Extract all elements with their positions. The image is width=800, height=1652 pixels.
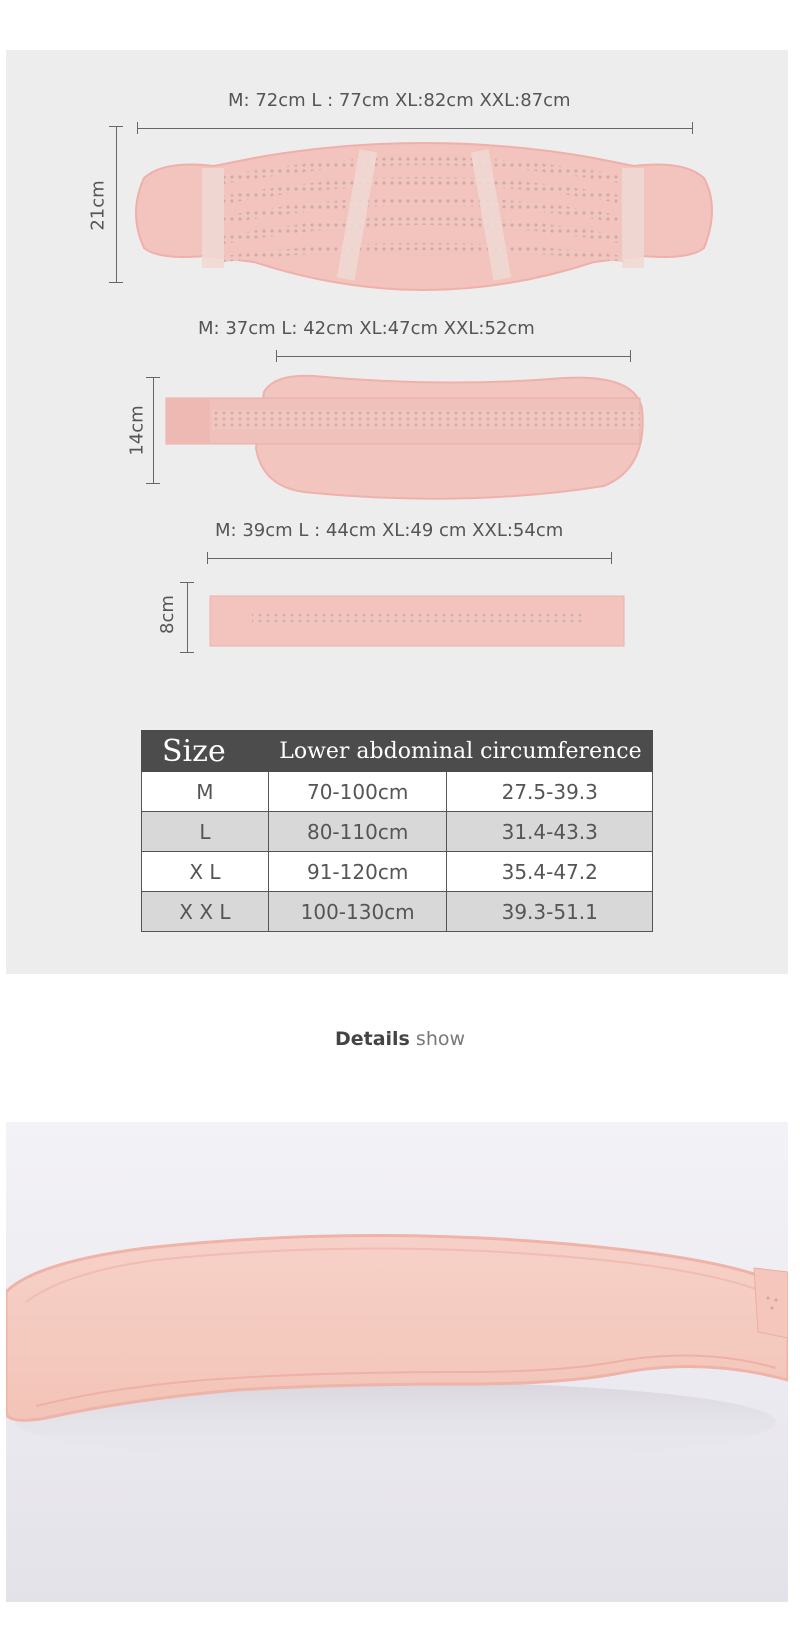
belt1-height-label: 21cm — [87, 180, 109, 231]
belt1-width-line — [137, 128, 692, 129]
belt1-width-tick-right — [692, 122, 693, 134]
belt3-width-tick-right — [611, 552, 612, 564]
cm-cell: 91-120cm — [268, 852, 447, 892]
belt2-width-tick-left — [276, 350, 277, 362]
table-row — [142, 772, 653, 812]
table-row — [142, 852, 653, 892]
belt3-width-label: M: 39cm L : 44cm XL:49 cm XXL:54cm — [215, 520, 564, 541]
belt1-height-line — [116, 126, 117, 282]
size-cell: X X L — [142, 892, 269, 932]
inch-cell: 31.4-43.3 — [447, 812, 653, 852]
belt2-width-label: M: 37cm L: 42cm XL:47cm XXL:52cm — [198, 318, 535, 339]
belt3-width-tick-left — [207, 552, 208, 564]
belt3-width-line — [207, 558, 611, 559]
details-heading-bold: Details — [334, 1028, 410, 1050]
table-row — [142, 812, 653, 852]
belt3-illustration — [208, 594, 628, 650]
belt1-width-tick-left — [137, 122, 138, 134]
details-heading — [0, 1028, 800, 1050]
belt1-height-tick-bottom — [109, 282, 123, 283]
circumference-header: Lower abdominal circumference — [268, 731, 652, 772]
details-heading-light: show — [415, 1028, 466, 1050]
inch-cell: 39.3-51.1 — [447, 892, 653, 932]
cm-cell: 70-100cm — [268, 772, 447, 812]
belt2-height-tick-bottom — [146, 483, 160, 484]
belt2-width-line — [276, 356, 630, 357]
belt2-illustration — [164, 368, 654, 500]
cm-cell: 80-110cm — [268, 812, 447, 852]
belt2-height-tick-top — [146, 377, 160, 378]
size-table-header — [142, 731, 653, 772]
belt3-height-line — [187, 582, 188, 652]
product-photo — [6, 1122, 788, 1602]
inch-cell: 27.5-39.3 — [447, 772, 653, 812]
belt3-height-tick-top — [180, 582, 194, 583]
belt2-height-line — [153, 377, 154, 483]
belt1-illustration — [124, 138, 724, 308]
belt3-height-label: 8cm — [156, 595, 178, 634]
belt1-width-label: M: 72cm L : 77cm XL:82cm XXL:87cm — [228, 90, 571, 111]
size-table — [141, 730, 653, 932]
size-cell: M — [142, 772, 269, 812]
belt-photo-illustration — [6, 1122, 788, 1602]
size-cell: X L — [142, 852, 269, 892]
cm-cell: 100-130cm — [268, 892, 447, 932]
belt1-height-tick-top — [109, 126, 123, 127]
belt3-height-tick-bottom — [180, 652, 194, 653]
inch-cell: 35.4-47.2 — [447, 852, 653, 892]
size-header: Size — [142, 731, 269, 772]
table-row — [142, 892, 653, 932]
belt2-width-tick-right — [630, 350, 631, 362]
size-cell: L — [142, 812, 269, 852]
belt2-height-label: 14cm — [126, 405, 148, 456]
